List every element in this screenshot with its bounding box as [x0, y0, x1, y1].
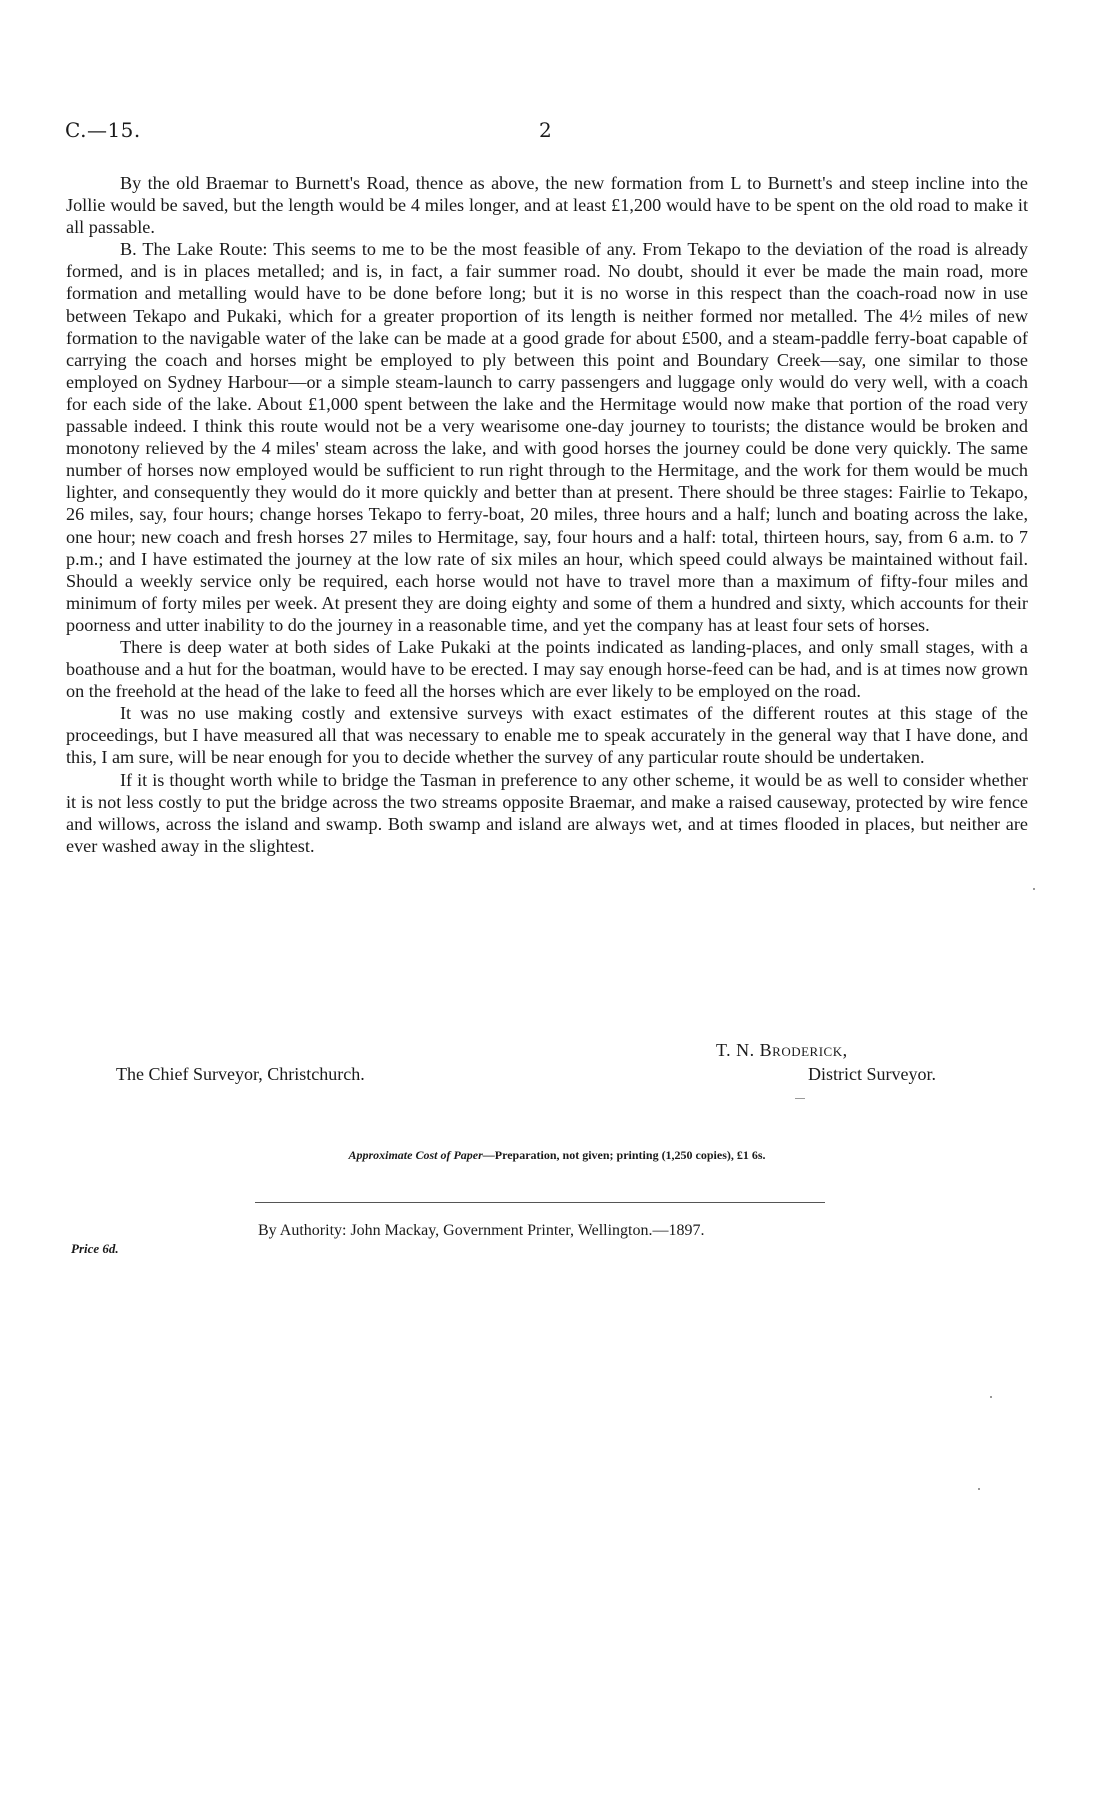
- page-number: 2: [539, 118, 553, 142]
- paragraph: By the old Braemar to Burnett's Road, thence as above, the new formation from L to Burnett's and steep incline into the Jollie would be saved, but the length would be 4 miles longer, and at least £1,200 would have to be spent on the old road to make it all passable.: [66, 173, 1028, 238]
- cost-text: —Preparation, not given; printing (1,250 copies), £1 6s.: [482, 1148, 766, 1162]
- paragraph: B. The Lake Route: This seems to me to be the most feasible of any. From Tekapo to the deviation of the road is already formed, and is in places metalled; and is, in fact, a fair summer road. No doubt, should it ever be made the main road, more formation and metalling would have to be done before long; but it is no worse in this respect than the coach-road now in use between Tekapo and Pukaki, which for a greater proportion of its length is neither formed nor metalled. The 4½ miles of new formation to the navigable water of the lake can be made at a good grade for about £500, and a steam-paddle ferry-boat capable of carrying the coach and horses might be employed to ply between this point and Boundary Creek—say, one similar to those employed on Sydney Harbour—or a simple steam-launch to carry passengers and luggage only would do very well, with a coach for each side of the lake. About £1,000 spent between the lake and the Hermitage would now make that portion of the road very passable indeed. I think this route would not be a very wearisome one-day journey to tourists; the distance would be broken and monotony relieved by the 4 miles' steam across the lake, and with good horses the journey could be done very quickly. The same number of horses now employed would be sufficient to run right through to the Hermitage, and the work for them would be much lighter, and consequently they would do it more quickly and better than at present. There should be three stages: Fairlie to Tekapo, 26 miles, say, four hours; change horses Tekapo to ferry-boat, 20 miles, three hours and a half; lunch and boating across the lake, one hour; new coach and fresh horses 27 miles to Hermitage, say, four hours and a half: total, thirteen hours, say, from 6 a.m. to 7 p.m.; and I have estimated the journey at the low rate of six miles an hour, which speed could always be maintained without fail. Should a weekly service only be required, each horse would not have to travel more than a maximum of fifty-four miles and minimum of forty miles per week. At present they are doing eighty and some of them a hundred and sixty, which accounts for their poorness and utter inability to do the journey in a reasonable time, and yet the company has at least four sets of horses.: [66, 239, 1028, 635]
- paragraph: There is deep water at both sides of Lake Pukaki at the points indicated as landing-places, and only small stages, with a boathouse and a hut for the boatman, would have to be erected. I may say enough horse-feed can be had, and is at times now grown on the freehold at the head of the lake to feed all the horses which are ever likely to be employed on the road.: [66, 636, 1028, 702]
- footer-rule: [255, 1202, 825, 1203]
- document-reference: C.—15.: [65, 118, 141, 142]
- page-header: [65, 118, 965, 148]
- body-text: [66, 172, 1028, 857]
- cost-of-paper: [0, 1148, 1114, 1163]
- paper-speck: [1033, 888, 1035, 890]
- price: Price 6d.: [71, 1241, 119, 1256]
- paragraph: If it is thought worth while to bridge the Tasman in preference to any other scheme, it would be as well to consider whether it is not less costly to put the bridge across the two streams opposite Braemar, and make a raised causeway, protected by wire fence and willows, across the island and swamp. Both swamp and island are always wet, and at times flooded in places, but neither are ever washed away in the slightest.: [66, 769, 1028, 856]
- signature-block: [66, 1040, 1028, 1090]
- signatory-name: T. N. Broderick,: [716, 1040, 848, 1060]
- printer-imprint: By Authority: John Mackay, Government Printer, Wellington.—1897.: [258, 1222, 705, 1239]
- signature-dash: [795, 1098, 805, 1099]
- paragraph: It was no use making costly and extensive surveys with exact estimates of the different routes at this stage of the proceedings, but I have measured all that was necessary to enable me to speak accurately in the general way that I have done, and this, I am sure, will be near enough for you to decide whether the survey of any particular route should be undertaken.: [66, 703, 1028, 768]
- addressee: The Chief Surveyor, Christchurch.: [116, 1064, 365, 1084]
- signatory-title: District Surveyor.: [808, 1064, 936, 1084]
- paper-speck: [978, 1488, 980, 1490]
- paper-speck: [990, 1396, 992, 1398]
- cost-label: Approximate Cost of Paper: [348, 1148, 483, 1162]
